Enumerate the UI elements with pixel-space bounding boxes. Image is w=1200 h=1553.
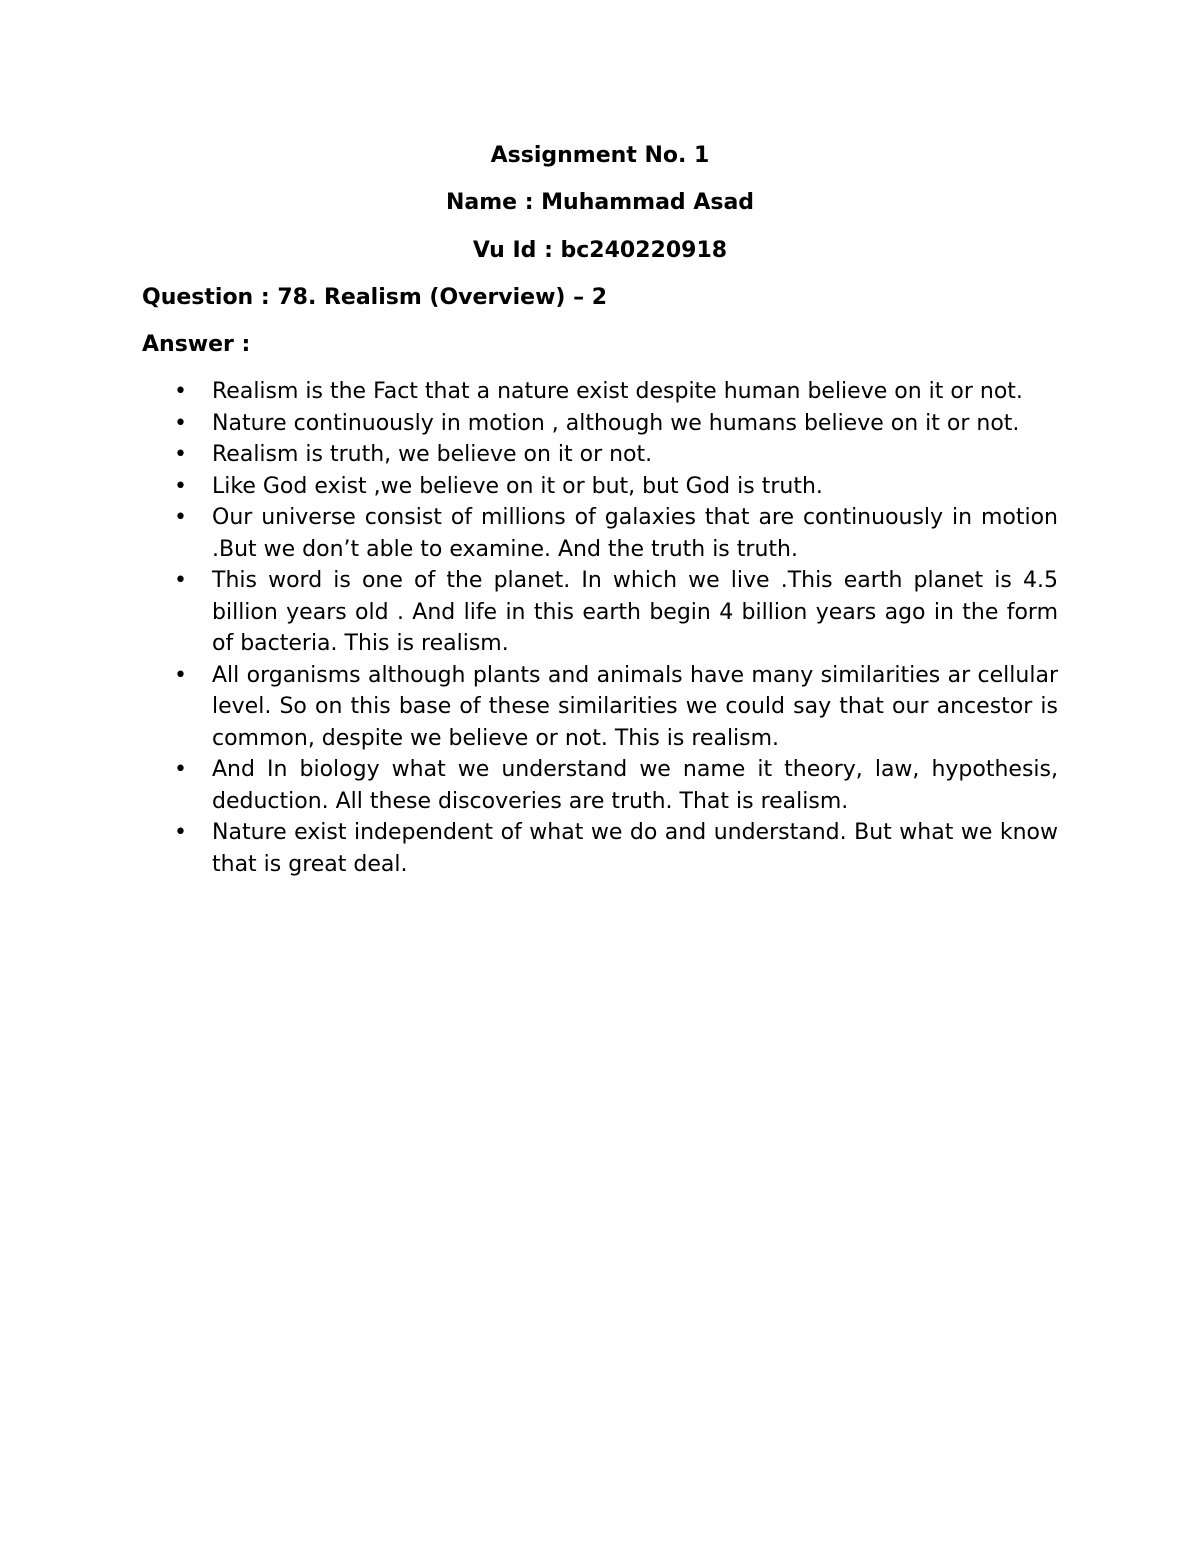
answer-text: Nature exist independent of what we do and understand. But what we know that is great deal. xyxy=(212,820,1058,877)
student-name: Name : Muhammad Asad xyxy=(445,190,755,215)
answer-item xyxy=(174,408,1058,440)
question-heading: Question : 78. Realism (Overview) – 2 xyxy=(142,285,608,310)
answer-item xyxy=(174,565,1058,660)
answer-text: Realism is truth, we believe on it or not. xyxy=(212,442,653,467)
bullet-icon: • xyxy=(174,662,187,688)
answer-text: Our universe consist of millions of galaxies that are continuously in motion .But we don’t able to examine. And the truth is truth. xyxy=(212,505,1058,562)
bullet-icon: • xyxy=(174,820,187,845)
answer-item xyxy=(174,754,1058,817)
bullet-icon: • xyxy=(174,379,187,404)
answer-item xyxy=(174,471,1058,503)
answer-item xyxy=(174,817,1058,880)
bullet-icon: • xyxy=(174,442,187,467)
answer-text: All organisms although plants and animals have many similarities ar cellular level. So on this base of these similarities we could say that our ancestor is common, despite we believe or not. This is realism. xyxy=(212,662,1058,751)
answer-item xyxy=(174,439,1058,471)
answer-item xyxy=(174,502,1058,565)
answer-text: Like God exist ,we believe on it or but, but God is truth. xyxy=(212,473,823,499)
answer-label: Answer : xyxy=(142,332,251,357)
answer-text: Realism is the Fact that a nature exist despite human believe on it or not. xyxy=(212,379,1023,404)
bullet-icon: • xyxy=(174,410,187,436)
answer-text: And In biology what we understand we name it theory, law, hypothesis, deduction. All these discoveries are truth. That is realism. xyxy=(212,757,1058,814)
assignment-title: Assignment No. 1 xyxy=(490,143,710,168)
bullet-icon: • xyxy=(174,757,187,782)
answer-text: This word is one of the planet. In which we live .This earth planet is 4.5 billion years old . And life in this earth begin 4 billion years ago in the form of bacteria. This is realism. xyxy=(212,568,1058,656)
answer-item xyxy=(174,376,1058,408)
bullet-icon: • xyxy=(174,473,187,499)
answer-text: Nature continuously in motion , although we humans believe on it or not. xyxy=(212,410,1020,436)
bullet-icon: • xyxy=(174,568,187,593)
answer-item xyxy=(174,660,1058,755)
answer-list xyxy=(0,376,1200,880)
student-id: Vu Id : bc240220918 xyxy=(472,238,728,263)
bullet-icon: • xyxy=(174,505,187,530)
